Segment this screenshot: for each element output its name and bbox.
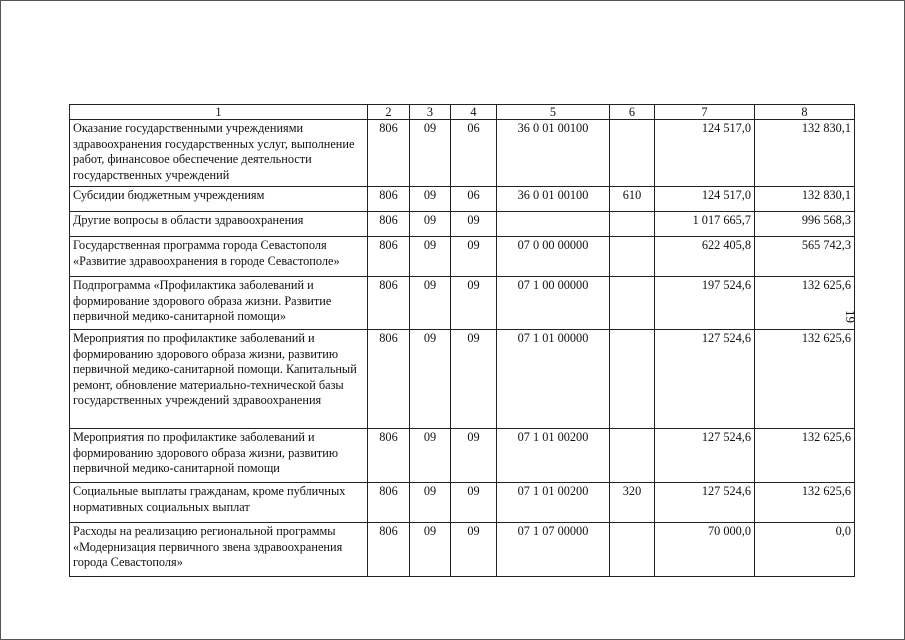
cell-section: 09: [410, 429, 451, 483]
header-cell: 1: [70, 105, 368, 120]
cell-amount-1: 124 517,0: [655, 187, 755, 212]
cell-ministry: 806: [368, 120, 410, 187]
table-row: [70, 212, 855, 237]
cell-ministry: 806: [368, 523, 410, 577]
cell-section: 09: [410, 330, 451, 429]
cell-ministry: 806: [368, 429, 410, 483]
cell-ministry: 806: [368, 277, 410, 330]
cell-expense-type: 610: [610, 187, 655, 212]
table-row: [70, 237, 855, 277]
cell-subsection: 06: [451, 187, 497, 212]
cell-expense-type: 320: [610, 483, 655, 523]
cell-target-article: 36 0 01 00100: [497, 120, 610, 187]
cell-name: Мероприятия по профилактике заболеваний и формированию здорового образа жизни, развитию первичной медико-санитарной помощи. Капитальный ремонт, обновление материально-технической базы государственных учреждений здравоохранения: [70, 330, 368, 429]
cell-target-article: 07 0 00 00000: [497, 237, 610, 277]
cell-name: Подпрограмма «Профилактика заболеваний и формирование здорового образа жизни. Развитие первичной медико-санитарной помощи»: [70, 277, 368, 330]
cell-target-article: 07 1 01 00000: [497, 330, 610, 429]
cell-target-article: 07 1 07 00000: [497, 523, 610, 577]
cell-target-article: 36 0 01 00100: [497, 187, 610, 212]
cell-target-article: 07 1 01 00200: [497, 483, 610, 523]
table-row: [70, 483, 855, 523]
cell-section: 09: [410, 483, 451, 523]
cell-subsection: 09: [451, 237, 497, 277]
header-cell: 5: [497, 105, 610, 120]
cell-subsection: 06: [451, 120, 497, 187]
cell-amount-2: 132 625,6: [755, 277, 855, 330]
header-cell: 4: [451, 105, 497, 120]
header-cell: 2: [368, 105, 410, 120]
cell-amount-1: 127 524,6: [655, 330, 755, 429]
cell-ministry: 806: [368, 237, 410, 277]
cell-name: Социальные выплаты гражданам, кроме публичных нормативных социальных выплат: [70, 483, 368, 523]
cell-name: Другие вопросы в области здравоохранения: [70, 212, 368, 237]
cell-ministry: 806: [368, 330, 410, 429]
cell-ministry: 806: [368, 483, 410, 523]
cell-amount-2: 132 625,6: [755, 429, 855, 483]
cell-amount-1: 622 405,8: [655, 237, 755, 277]
header-cell: 8: [755, 105, 855, 120]
cell-expense-type: [610, 523, 655, 577]
cell-amount-2: 132 625,6: [755, 330, 855, 429]
budget-table: [69, 104, 855, 577]
cell-ministry: 806: [368, 187, 410, 212]
cell-section: 09: [410, 212, 451, 237]
cell-amount-2: 132 830,1: [755, 187, 855, 212]
header-row: [70, 105, 855, 120]
cell-amount-2: 132 625,6: [755, 483, 855, 523]
cell-amount-2: 565 742,3: [755, 237, 855, 277]
cell-expense-type: [610, 237, 655, 277]
cell-amount-2: 132 830,1: [755, 120, 855, 187]
cell-amount-2: 996 568,3: [755, 212, 855, 237]
cell-expense-type: [610, 120, 655, 187]
cell-ministry: 806: [368, 212, 410, 237]
cell-amount-1: 1 017 665,7: [655, 212, 755, 237]
cell-subsection: 09: [451, 212, 497, 237]
header-cell: 3: [410, 105, 451, 120]
table-row: [70, 187, 855, 212]
table-row: [70, 429, 855, 483]
cell-section: 09: [410, 277, 451, 330]
cell-amount-1: 127 524,6: [655, 483, 755, 523]
cell-expense-type: [610, 277, 655, 330]
cell-name: Оказание государственными учреждениями здравоохранения государственных услуг, выполнение работ, финансовое обеспечение деятельности государственных учреждений: [70, 120, 368, 187]
cell-name: Расходы на реализацию региональной программы «Модернизация первичного звена здравоохранения города Севастополя»: [70, 523, 368, 577]
cell-section: 09: [410, 120, 451, 187]
cell-target-article: 07 1 00 00000: [497, 277, 610, 330]
table-row: [70, 277, 855, 330]
cell-expense-type: [610, 330, 655, 429]
table-row: [70, 120, 855, 187]
cell-name: Субсидии бюджетным учреждениям: [70, 187, 368, 212]
cell-amount-1: 197 524,6: [655, 277, 755, 330]
cell-amount-1: 127 524,6: [655, 429, 755, 483]
cell-subsection: 09: [451, 523, 497, 577]
cell-subsection: 09: [451, 330, 497, 429]
cell-expense-type: [610, 212, 655, 237]
cell-subsection: 09: [451, 483, 497, 523]
cell-name: Мероприятия по профилактике заболеваний и формированию здорового образа жизни, развитию первичной медико-санитарной помощи: [70, 429, 368, 483]
cell-section: 09: [410, 187, 451, 212]
page-number: 19: [843, 310, 858, 323]
cell-target-article: 07 1 01 00200: [497, 429, 610, 483]
header-cell: 6: [610, 105, 655, 120]
cell-target-article: [497, 212, 610, 237]
cell-section: 09: [410, 523, 451, 577]
cell-expense-type: [610, 429, 655, 483]
cell-amount-1: 124 517,0: [655, 120, 755, 187]
table-row: [70, 330, 855, 429]
table-row: [70, 523, 855, 577]
cell-subsection: 09: [451, 429, 497, 483]
cell-name: Государственная программа города Севастополя «Развитие здравоохранения в городе Севастополе»: [70, 237, 368, 277]
cell-section: 09: [410, 237, 451, 277]
header-cell: 7: [655, 105, 755, 120]
cell-amount-1: 70 000,0: [655, 523, 755, 577]
cell-subsection: 09: [451, 277, 497, 330]
cell-amount-2: 0,0: [755, 523, 855, 577]
